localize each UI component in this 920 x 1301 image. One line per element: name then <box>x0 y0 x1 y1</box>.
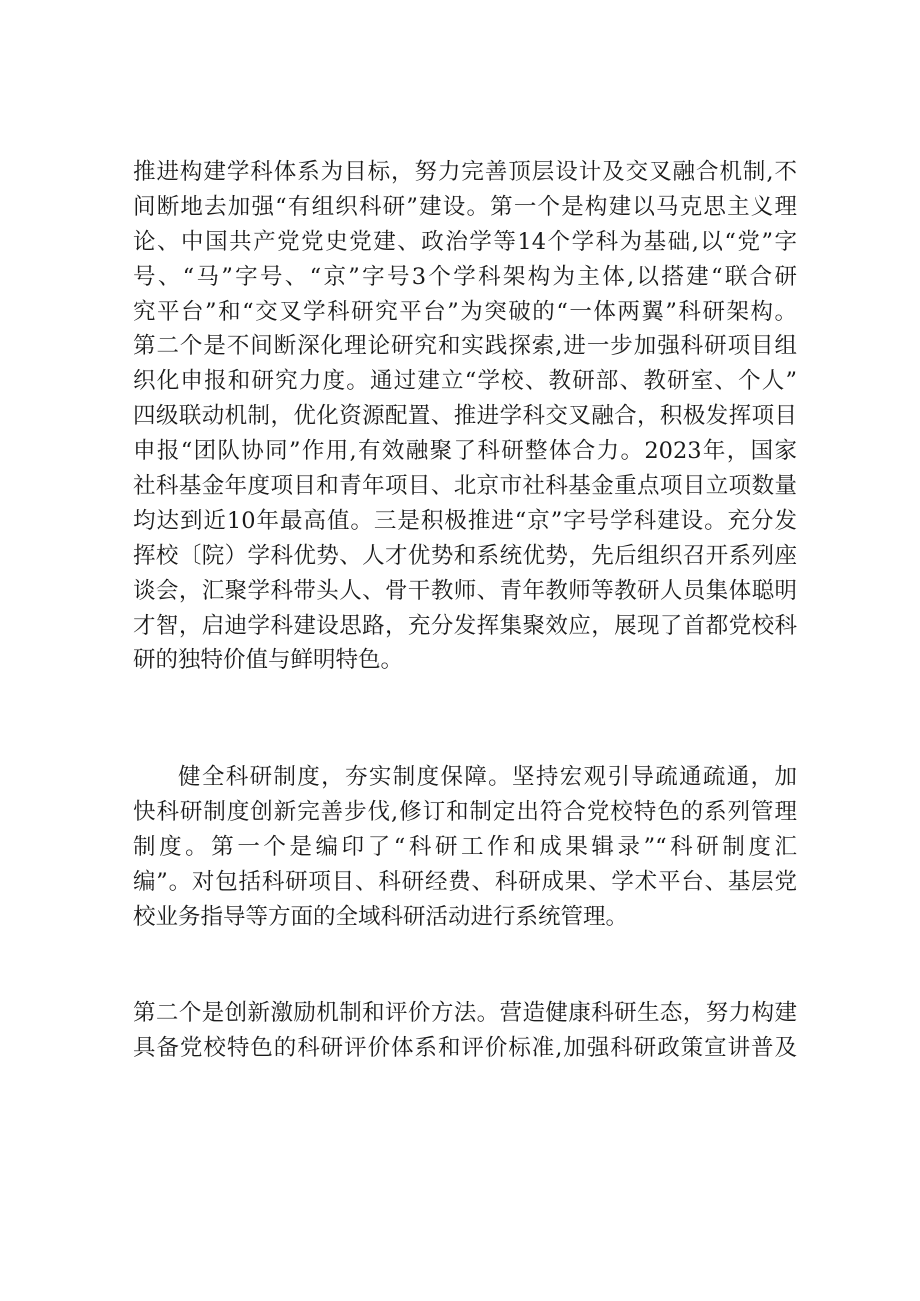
text-line: 申报“团队协同”作用,有效融聚了科研整体合力。2023年，国家 <box>133 438 797 465</box>
text-line: 间断地去加强“有组织科研”建设。第一个是构建以马克思主义理 <box>133 193 797 220</box>
text-line: 第二个是不间断深化理论研究和实践探索,进一步加强科研项目组 <box>133 333 797 360</box>
text-line: 编”。对包括科研项目、科研经费、科研成果、学术平台、基层党 <box>133 868 797 895</box>
text-line: 究平台”和“交叉学科研究平台”为突破的“一体两翼”科研架构。 <box>133 298 797 325</box>
text-line: 社科基金年度项目和青年项目、北京市社科基金重点项目立项数量 <box>133 473 797 500</box>
text-line: 号、“马”字号、“京”字号3个学科架构为主体,以搭建“联合研 <box>133 263 797 290</box>
text-line: 研的独特价值与鲜明特色。 <box>133 647 404 674</box>
paragraph-incentive-mechanism <box>133 996 797 1066</box>
text-line: 织化申报和研究力度。通过建立“学校、教研部、教研室、个人” <box>133 368 797 395</box>
text-line: 推进构建学科体系为目标，努力完善顶层设计及交叉融合机制,不 <box>133 159 797 185</box>
text-line: 才智，启迪学科建设思路，充分发挥集聚效应，展现了首都党校科 <box>133 612 797 639</box>
text-line: 校业务指导等方面的全域科研活动进行系统管理。 <box>133 903 629 930</box>
text-line: 均达到近10年最高值。三是积极推进“京”字号学科建设。充分发 <box>133 507 797 534</box>
text-line: 制度。第一个是编印了“科研工作和成果辑录”“科研制度汇 <box>133 833 797 860</box>
text-line: 四级联动机制，优化资源配置、推进学科交叉融合，积极发挥项目 <box>133 403 797 430</box>
text-line: 谈会，汇聚学科带头人、骨干教师、青年教师等教研人员集体聪明 <box>133 577 797 604</box>
text-line: 具备党校特色的科研评价体系和评价标准,加强科研政策宣讲普及 <box>133 1034 797 1061</box>
text-line: 第二个是创新激励机制和评价方法。营造健康科研生态，努力构建 <box>133 1000 797 1026</box>
paragraph-research-system <box>133 155 797 678</box>
paragraph-research-rules <box>133 760 797 934</box>
text-line: 挥校〔院）学科优势、人才优势和系统优势，先后组织召开系列座 <box>133 542 797 569</box>
text-line: 快科研制度创新完善步伐,修订和制定出符合党校特色的系列管理 <box>133 798 797 825</box>
text-line: 论、中国共产党党史党建、政治学等14个学科为基础,以“党”字 <box>133 228 797 255</box>
text-line: 健全科研制度，夯实制度保障。坚持宏观引导疏通疏通，加 <box>178 764 797 790</box>
